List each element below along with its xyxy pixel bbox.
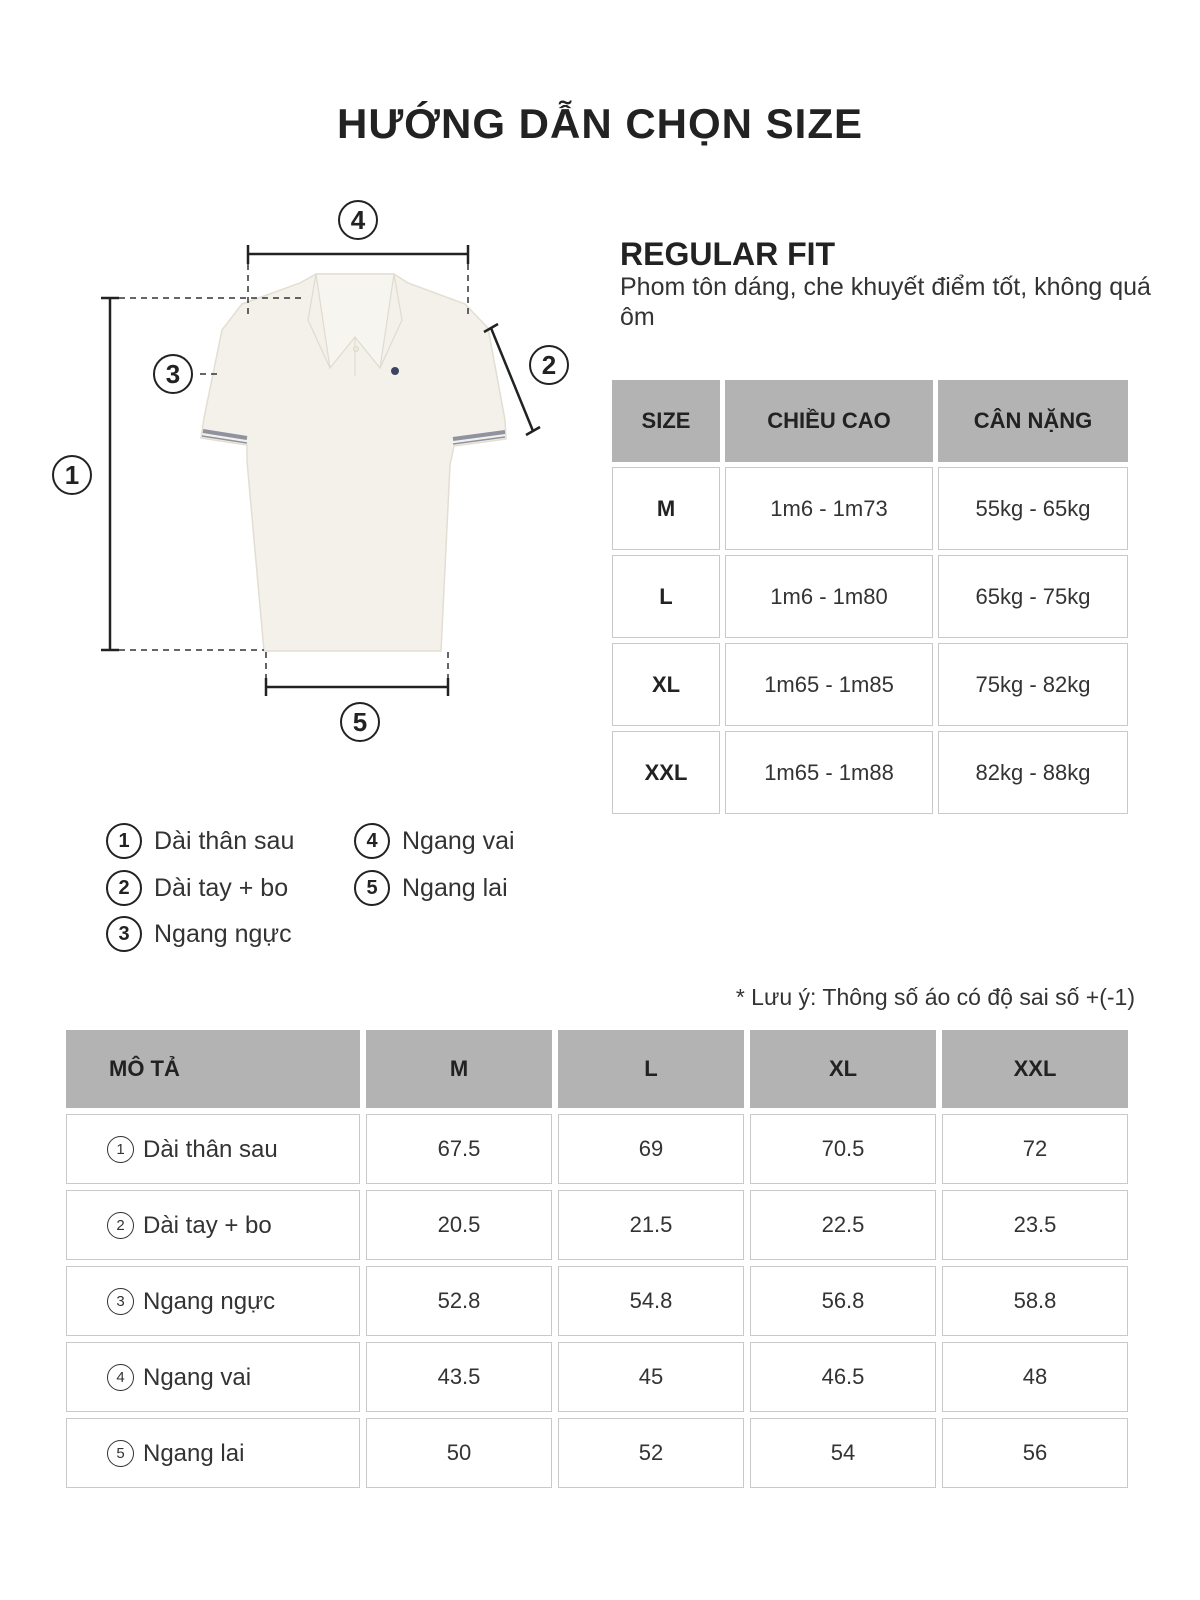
header-height: CHIỀU CAO [725, 380, 933, 462]
description-cell [66, 1266, 360, 1336]
row-label: Dài tay + bo [143, 1211, 272, 1239]
legend-label: Ngang vai [402, 826, 515, 855]
value-cell: 58.8 [942, 1266, 1128, 1336]
table-row [66, 1266, 1128, 1336]
table-row [612, 731, 1128, 814]
value-cell: 69 [558, 1114, 744, 1184]
page-title: HƯỚNG DẪN CHỌN SIZE [336, 100, 863, 147]
row-number: 1 [107, 1136, 134, 1163]
fit-title: REGULAR FIT [620, 236, 836, 272]
marker-2-badge: 2 [529, 345, 569, 385]
marker-3-badge: 3 [153, 354, 193, 394]
legend-item [106, 870, 288, 906]
table-row [612, 555, 1128, 638]
row-number: 2 [107, 1212, 134, 1239]
size-recommendation-table [612, 380, 1138, 814]
value-cell: 56 [942, 1418, 1128, 1488]
row-number: 5 [107, 1440, 134, 1467]
legend-item [106, 823, 294, 859]
measurement-table [66, 1030, 1140, 1488]
value-cell: 72 [942, 1114, 1128, 1184]
size-cell: L [612, 555, 720, 638]
marker-4-badge: 4 [338, 200, 378, 240]
height-cell: 1m6 - 1m73 [725, 467, 933, 550]
fit-description: Phom tôn dáng, che khuyết điểm tốt, không quá ôm [620, 273, 1151, 331]
weight-cell: 65kg - 75kg [938, 555, 1128, 638]
tolerance-note: * Lưu ý: Thông số áo có độ sai số +(-1) [735, 984, 1135, 1010]
value-cell: 52.8 [366, 1266, 552, 1336]
value-cell: 50 [366, 1418, 552, 1488]
description-cell [66, 1114, 360, 1184]
height-cell: 1m6 - 1m80 [725, 555, 933, 638]
table-row [612, 467, 1128, 550]
size-cell: M [612, 467, 720, 550]
value-cell: 56.8 [750, 1266, 936, 1336]
header-size-xxl: XXL [942, 1030, 1128, 1108]
legend-label: Dài tay + bo [154, 873, 289, 902]
row-label: Ngang ngực [143, 1287, 276, 1315]
shirt-diagram [0, 180, 600, 780]
legend-label: Ngang ngực [154, 919, 292, 948]
table-row [66, 1114, 1128, 1184]
row-number: 3 [107, 1288, 134, 1315]
header-size: SIZE [612, 380, 720, 462]
value-cell: 21.5 [558, 1190, 744, 1260]
row-number: 4 [107, 1364, 134, 1391]
table-row [612, 643, 1128, 726]
legend-number: 1 [106, 823, 142, 859]
value-cell: 23.5 [942, 1190, 1128, 1260]
legend-item [354, 823, 515, 859]
legend-label: Ngang lai [402, 873, 508, 902]
value-cell: 22.5 [750, 1190, 936, 1260]
value-cell: 52 [558, 1418, 744, 1488]
value-cell: 20.5 [366, 1190, 552, 1260]
size-cell: XXL [612, 731, 720, 814]
description-cell [66, 1190, 360, 1260]
row-label: Ngang lai [143, 1439, 245, 1467]
size-cell: XL [612, 643, 720, 726]
description-cell [66, 1342, 360, 1412]
legend-number: 3 [106, 916, 142, 952]
header-size-m: M [366, 1030, 552, 1108]
value-cell: 54.8 [558, 1266, 744, 1336]
legend-number: 5 [354, 870, 390, 906]
header-size-l: L [558, 1030, 744, 1108]
height-cell: 1m65 - 1m85 [725, 643, 933, 726]
value-cell: 48 [942, 1342, 1128, 1412]
value-cell: 46.5 [750, 1342, 936, 1412]
marker-1-badge: 1 [52, 455, 92, 495]
header-weight: CÂN NẶNG [938, 380, 1128, 462]
marker-5-badge: 5 [340, 702, 380, 742]
description-cell [66, 1418, 360, 1488]
value-cell: 54 [750, 1418, 936, 1488]
value-cell: 70.5 [750, 1114, 936, 1184]
weight-cell: 55kg - 65kg [938, 467, 1128, 550]
legend-label: Dài thân sau [154, 826, 295, 855]
legend-number: 4 [354, 823, 390, 859]
weight-cell: 75kg - 82kg [938, 643, 1128, 726]
header-description: MÔ TẢ [66, 1030, 360, 1108]
value-cell: 67.5 [366, 1114, 552, 1184]
value-cell: 45 [558, 1342, 744, 1412]
legend-item [354, 870, 508, 906]
row-label: Ngang vai [143, 1363, 252, 1391]
header-size-xl: XL [750, 1030, 936, 1108]
value-cell: 43.5 [366, 1342, 552, 1412]
height-cell: 1m65 - 1m88 [725, 731, 933, 814]
row-label: Dài thân sau [143, 1135, 278, 1163]
legend-number: 2 [106, 870, 142, 906]
legend-item [106, 916, 292, 952]
table-row [66, 1418, 1128, 1488]
table-row [66, 1342, 1128, 1412]
table-row [66, 1190, 1128, 1260]
weight-cell: 82kg - 88kg [938, 731, 1128, 814]
